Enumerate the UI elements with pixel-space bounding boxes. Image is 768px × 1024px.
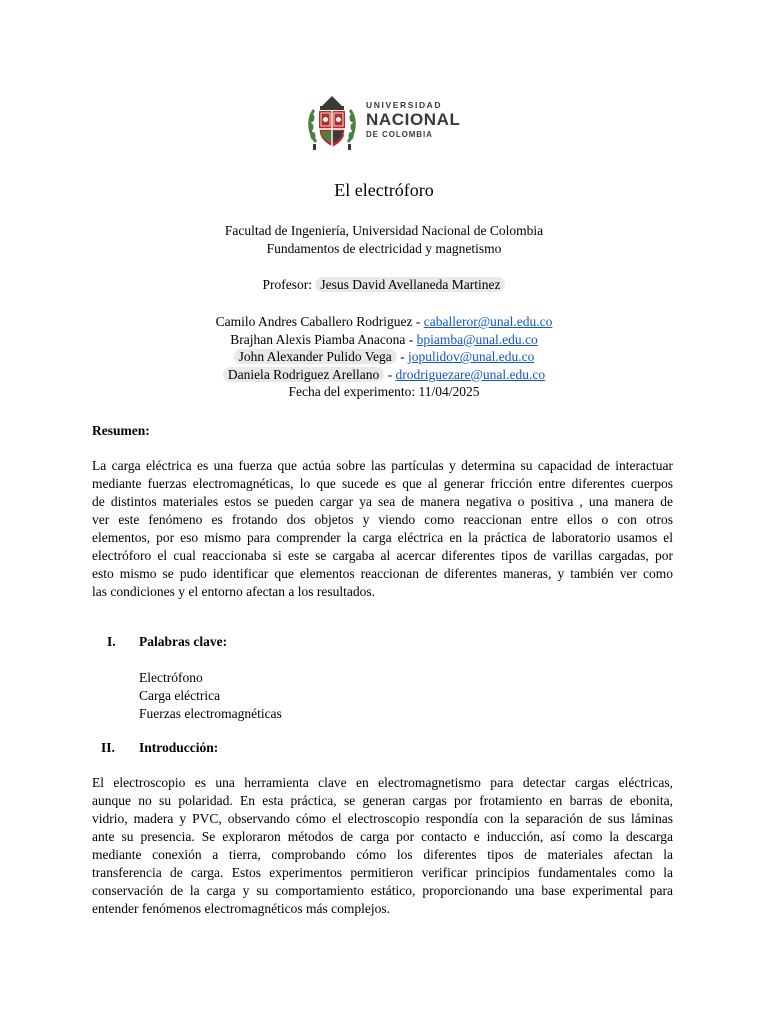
author-row <box>0 331 768 349</box>
logo-line-2: NACIONAL <box>366 110 461 129</box>
intro-line: vidrio, madera y PVC, observando cómo el electroscopio respondía con la separación de sus láminas <box>92 811 673 826</box>
author-email-link[interactable]: bpiamba@unal.edu.co <box>416 331 538 347</box>
logo-line-1: UNIVERSIDAD <box>366 100 443 110</box>
abstract-line: electróforo el cual reaccionaba si este se cargaba al acercar diferentes tipos de varillas cargadas, por <box>92 548 673 563</box>
author-separator: - <box>396 349 408 364</box>
author-email-link[interactable]: jopulidov@unal.edu.co <box>407 349 535 364</box>
experiment-date: Fecha del experimento: 11/04/2025 <box>288 384 480 399</box>
intro-heading: Introducción: <box>139 740 219 755</box>
intro-line: conservación de la carga y su comportamiento estático, proporcionando una base experimental para <box>92 883 673 898</box>
intro-line: mediante conexión a tierra, comprobando cómo los diferentes tipos de materiales afectan la <box>92 847 673 862</box>
intro-line: entender fenómenos electromagnéticos más complejos. <box>92 901 391 916</box>
logo-line-3: DE COLOMBIA <box>366 130 433 139</box>
document-title: El electróforo <box>334 180 434 200</box>
author-row <box>0 313 768 331</box>
abstract-line: las condiciones y el entorno afectan a los resultados. <box>92 584 376 599</box>
professor-name: Jesus David Avellaneda Martinez <box>315 277 505 292</box>
abstract-paragraph <box>92 457 673 601</box>
university-crest-icon <box>306 92 358 154</box>
abstract-line: esto mismo se pudo identificar que elementos reaccionan de diferentes maneras, y también ver como <box>92 566 673 581</box>
logo-wordmark <box>366 100 461 140</box>
author-separator: - <box>384 366 396 382</box>
author-row <box>0 348 768 366</box>
intro-line: transferencia de carga. Estos experimentos permitieron verificar principios fundamentales como la <box>92 865 673 880</box>
intro-line: aunque no su polaridad. En esta práctica, se generan cargas por frotamiento en barras de ebonita, <box>92 793 673 808</box>
abstract-line: ver este fenómeno es frotando dos objetos y viendo como reaccionan entre ellos o con otros <box>92 512 673 527</box>
author-name: Camilo Andres Caballero Rodriguez <box>215 314 413 329</box>
intro-line: El electroscopio es una herramienta clave en electromagnetismo para detectar cargas eléctricas, <box>92 775 673 790</box>
author-row <box>0 366 768 384</box>
section-numeral: II. <box>101 740 115 755</box>
professor-line <box>0 276 768 294</box>
professor-label: Profesor: <box>262 277 313 292</box>
keyword-item: Carga eléctrica <box>139 688 221 703</box>
intro-paragraph <box>92 774 673 918</box>
section-numeral: I. <box>107 634 116 649</box>
author-name: John Alexander Pulido Vega <box>234 349 397 364</box>
faculty-line: Facultad de Ingeniería, Universidad Nacional de Colombia <box>224 223 544 238</box>
author-separator: - <box>412 314 424 329</box>
intro-line: ante su presencia. Se exploraron métodos de carga por contacto e inducción, así como la descarga <box>92 829 673 844</box>
keywords-list <box>139 669 282 723</box>
course-line: Fundamentos de electricidad y magnetismo <box>266 240 502 256</box>
abstract-line: elementos, por eso mismo para comprender la carga eléctrica en la práctica de laboratorio usamos el <box>92 530 673 545</box>
author-email-link[interactable]: drodriguezare@unal.edu.co <box>395 366 546 382</box>
author-separator: - <box>405 331 417 347</box>
abstract-line: La carga eléctrica es una fuerza que actúa sobre las partículas y determina su capacidad de interactuar <box>92 458 673 473</box>
authors-block <box>0 313 768 401</box>
keywords-heading: Palabras clave: <box>139 634 228 649</box>
abstract-heading: Resumen: <box>92 423 150 438</box>
abstract-line: de distintos materiales estos se pueden cargar ya sea de manera negativa o positiva , una manera de <box>92 494 673 509</box>
affiliation-block <box>0 222 768 257</box>
keyword-item: Fuerzas electromagnéticas <box>139 706 282 721</box>
keyword-item: Electrófono <box>139 670 203 685</box>
author-name: Brajhan Alexis Piamba Anacona <box>230 331 406 347</box>
author-email-link[interactable]: caballeror@unal.edu.co <box>423 314 553 329</box>
abstract-line: mediante fuerzas electromagnéticas, lo que sucede es que al generar fricción entre diferentes cuerpos <box>92 476 673 491</box>
author-name: Daniela Rodriguez Arellano <box>223 367 384 382</box>
university-logo <box>306 92 466 154</box>
